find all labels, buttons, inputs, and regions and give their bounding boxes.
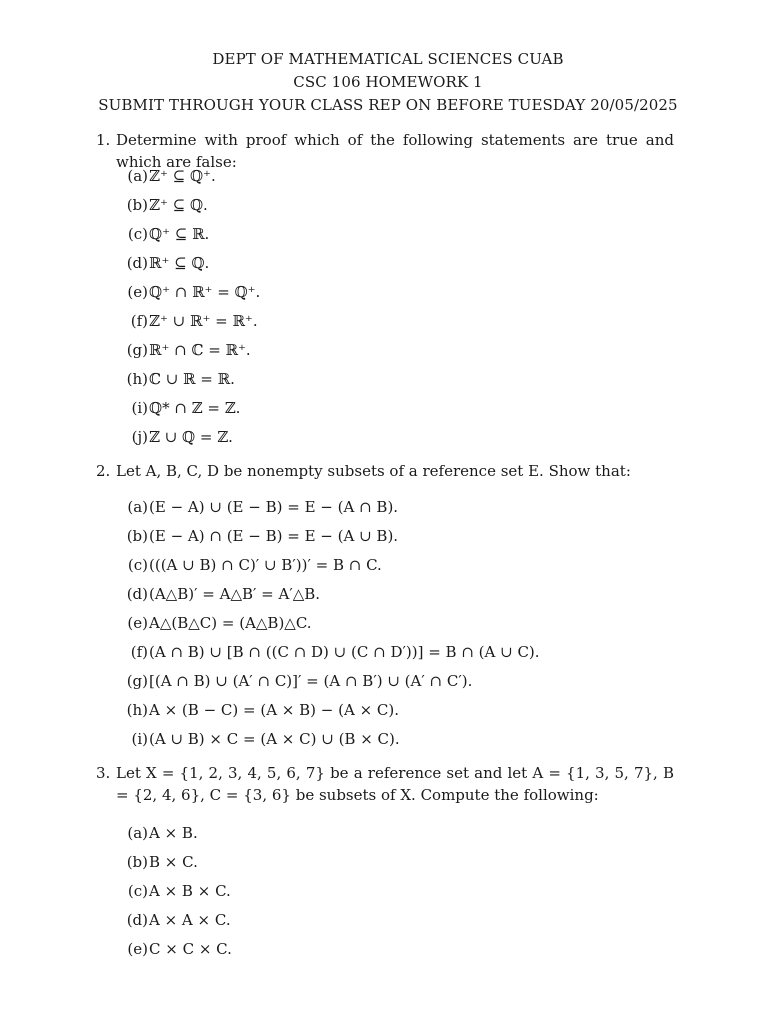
item-expression: A × B × C.	[149, 882, 231, 900]
question-3	[96, 762, 674, 806]
list-item	[122, 310, 258, 339]
list-item	[122, 426, 233, 455]
item-label: (g)	[126, 341, 148, 359]
item-label: (h)	[126, 701, 148, 719]
homework-title: CSC 106 HOMEWORK 1	[293, 73, 483, 91]
item-label: (h)	[126, 370, 148, 388]
item-expression: A × B.	[149, 824, 198, 842]
question-3-items	[122, 822, 232, 967]
list-item	[122, 554, 382, 583]
question-2	[96, 460, 674, 482]
list-item	[122, 822, 198, 851]
list-item	[122, 496, 399, 525]
item-expression: ℤ⁺ ∪ ℝ⁺ = ℝ⁺.	[149, 312, 258, 330]
item-expression: C × C × C.	[149, 940, 232, 958]
list-item	[122, 165, 216, 194]
list-item	[122, 699, 400, 728]
item-label: (i)	[131, 730, 148, 748]
item-expression: A△(B△C) = (A△B)△C.	[149, 614, 312, 632]
list-item	[122, 880, 231, 909]
list-item	[122, 909, 231, 938]
list-item	[122, 670, 473, 699]
item-expression: (E − A) ∪ (E − B) = E − (A ∩ B).	[149, 498, 399, 516]
list-item	[122, 641, 540, 670]
question-text: Let X = {1, 2, 3, 4, 5, 6, 7} be a reference set and let A = {1, 3, 5, 7}, B = {2, 4, 6}, C = {3, 6} be subsets of X. Compute the following:	[116, 764, 674, 804]
department-title: DEPT OF MATHEMATICAL SCIENCES CUAB	[212, 50, 564, 68]
item-expression: A × (B − C) = (A × B) − (A × C).	[149, 701, 400, 719]
list-item	[122, 339, 251, 368]
list-item	[122, 223, 210, 252]
item-label: (e)	[127, 283, 148, 301]
item-label: (e)	[127, 614, 148, 632]
list-item	[122, 194, 208, 223]
item-expression: ℚ⁺ ⊆ ℝ.	[149, 225, 210, 243]
list-item	[122, 851, 198, 880]
item-label: (d)	[126, 585, 148, 603]
submission-note: SUBMIT THROUGH YOUR CLASS REP ON BEFORE TUESDAY 20/05/2025	[98, 96, 678, 114]
item-expression: A × A × C.	[149, 911, 231, 929]
item-expression: ℚ* ∩ ℤ = ℤ.	[149, 399, 241, 417]
item-expression: ℂ ∪ ℝ = ℝ.	[149, 370, 235, 388]
item-expression: (A ∩ B) ∪ [B ∩ ((C ∩ D) ∪ (C ∩ D′))] = B ∩ (A ∪ C).	[149, 643, 540, 661]
item-expression: ℝ⁺ ⊆ ℚ.	[149, 254, 210, 272]
list-item	[122, 281, 261, 310]
question-2-items	[122, 496, 540, 757]
item-expression: (A△B)′ = A△B′ = A′△B.	[149, 585, 321, 603]
item-expression: (E − A) ∩ (E − B) = E − (A ∪ B).	[149, 527, 399, 545]
item-expression: ℚ⁺ ∩ ℝ⁺ = ℚ⁺.	[149, 283, 261, 301]
question-number: 3.	[96, 764, 111, 782]
item-label: (c)	[127, 225, 148, 243]
list-item	[122, 525, 399, 554]
list-item	[122, 728, 400, 757]
list-item	[122, 252, 210, 281]
list-item	[122, 368, 235, 397]
item-label: (f)	[130, 643, 148, 661]
list-item	[122, 397, 241, 426]
item-label: (c)	[127, 882, 148, 900]
item-label: (b)	[126, 527, 148, 545]
item-label: (f)	[130, 312, 148, 330]
question-1-items	[122, 165, 261, 455]
item-label: (d)	[126, 254, 148, 272]
item-label: (c)	[127, 556, 148, 574]
item-label: (i)	[131, 399, 148, 417]
item-label: (d)	[126, 911, 148, 929]
question-text: Let A, B, C, D be nonempty subsets of a reference set E. Show that:	[116, 462, 631, 480]
document-header	[0, 48, 768, 117]
question-number: 2.	[96, 462, 111, 480]
item-expression: ℤ⁺ ⊆ ℚ.	[149, 196, 208, 214]
item-label: (a)	[127, 498, 148, 516]
item-label: (b)	[126, 853, 148, 871]
item-expression: ℤ ∪ ℚ = ℤ.	[149, 428, 233, 446]
item-label: (a)	[127, 167, 148, 185]
item-expression: (A ∪ B) × C = (A × C) ∪ (B × C).	[149, 730, 400, 748]
question-number: 1.	[96, 131, 111, 149]
list-item	[122, 612, 312, 641]
item-expression: ℤ⁺ ⊆ ℚ⁺.	[149, 167, 216, 185]
item-label: (b)	[126, 196, 148, 214]
item-expression: [(A ∩ B) ∪ (A′ ∩ C)]′ = (A ∩ B′) ∪ (A′ ∩ C′).	[149, 672, 473, 690]
list-item	[122, 938, 232, 967]
item-label: (a)	[127, 824, 148, 842]
item-label: (e)	[127, 940, 148, 958]
list-item	[122, 583, 321, 612]
item-expression: (((A ∪ B) ∩ C)′ ∪ B′))′ = B ∩ C.	[149, 556, 382, 574]
question-text: Determine with proof which of the following statements are true and which are false:	[116, 131, 674, 171]
item-label: (j)	[131, 428, 148, 446]
item-expression: B × C.	[149, 853, 198, 871]
item-expression: ℝ⁺ ∩ ℂ = ℝ⁺.	[149, 341, 251, 359]
item-label: (g)	[126, 672, 148, 690]
